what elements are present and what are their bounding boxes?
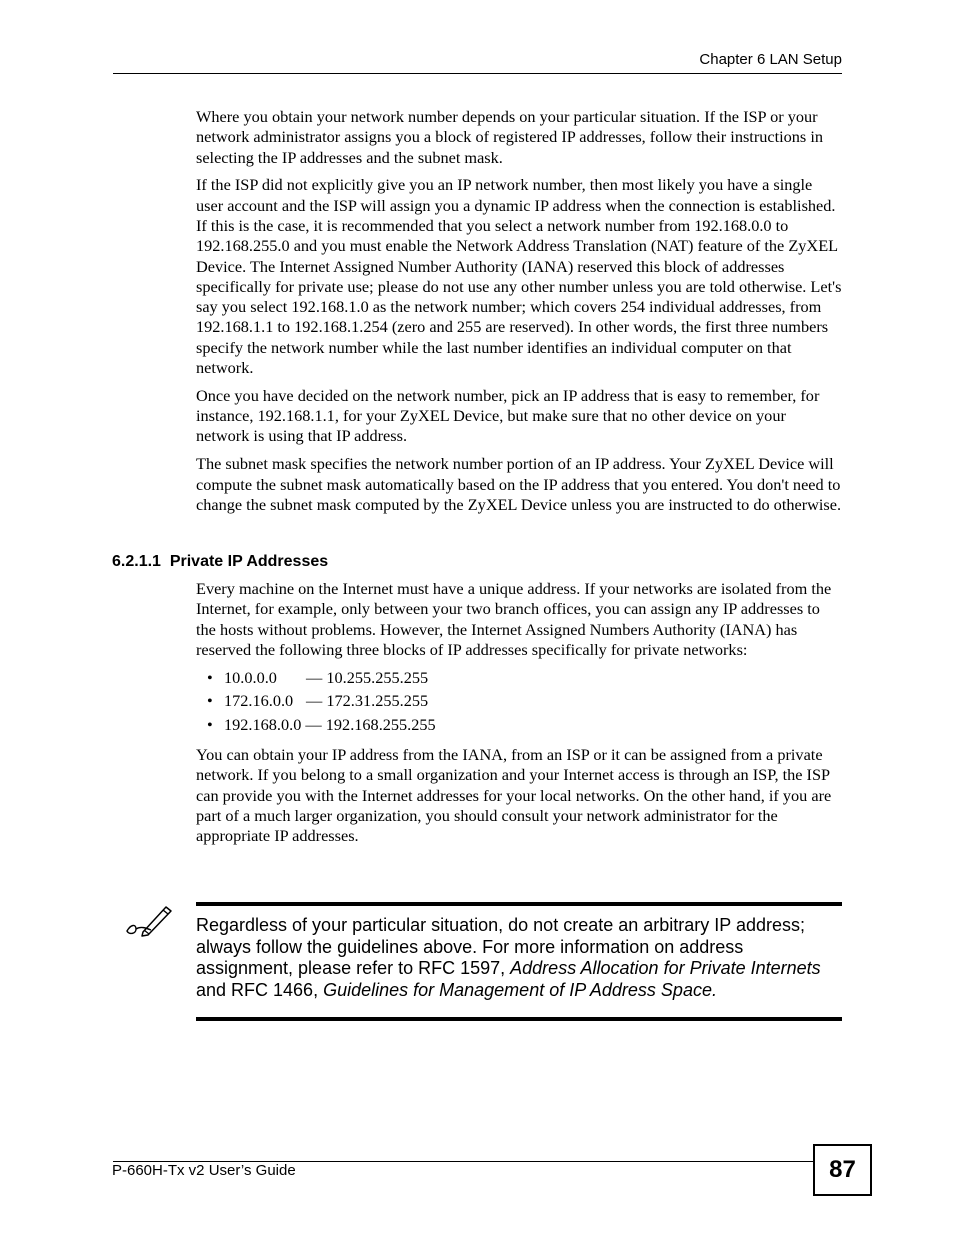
intro-section	[196, 107, 842, 523]
bullet: •	[207, 714, 213, 734]
range-start: 172.16.0.0	[224, 691, 294, 711]
note-reference-title: Guidelines for Management of IP Address Space.	[323, 979, 717, 1000]
section-paragraph: You can obtain your IP address from the IANA, from an ISP or it can be assigned from a private network. If you belong to a small organization and your Internet access is through an ISP, the ISP can provide you with the Internet addresses for your local networks. On the other hand, if you are part of a much larger organization, you should consult your network administrator for the appropriate IP addresses.	[196, 745, 832, 846]
range-end: — 192.168.255.255	[305, 714, 436, 734]
intro-paragraph: Once you have decided on the network number, pick an IP address that is easy to remember, for instance, 192.168.1.1, for your ZyXEL Device, but make sure that no other device on your network is using that IP address.	[196, 385, 820, 446]
range-end: — 172.31.255.255	[306, 691, 429, 711]
note-text	[196, 915, 844, 1001]
guide-title: P-660H-Tx v2 User’s Guide	[112, 1162, 296, 1179]
intro-paragraph: The subnet mask specifies the network number portion of an IP address. Your ZyXEL Device will compute the subnet mask automatically based on the IP address that you entered. You don't need to change the subnet mask computed by the ZyXEL Device unless you are instructed to do otherwise.	[196, 454, 842, 514]
pencil-note-icon	[124, 902, 176, 938]
page-number: 87	[813, 1144, 872, 1196]
note-reference-title: Address Allocation for Private Internets	[510, 958, 821, 979]
section-title: Private IP Addresses	[169, 553, 329, 570]
range-start: 192.168.0.0	[224, 714, 302, 734]
section-paragraph: Every machine on the Internet must have a unique address. If your networks are isolated from the Internet, for example, only between your two branch offices, you can assign any IP addresses to the hosts without problems. However, the Internet Assigned Numbers Authority (IANA) has reserved the following three blocks of IP addresses specifically for private networks:	[196, 579, 832, 659]
private-ip-section	[196, 579, 842, 854]
note-text-part: Regardless of your particular situation, do not create an arbitrary IP address; always follow the guidelines above. For more information on address assignment, please refer to RFC 1597,	[196, 915, 805, 979]
list-item	[196, 715, 842, 739]
note-bottom-rule	[196, 1017, 842, 1021]
note-top-rule	[196, 902, 842, 906]
bullet: •	[207, 667, 213, 687]
intro-paragraph: Where you obtain your network number depends on your particular situation. If the ISP or your network administrator assigns you a block of registered IP addresses, follow their instructions in selecting the IP addresses and the subnet mask.	[196, 107, 824, 167]
section-number: 6.2.1.1	[112, 553, 161, 570]
section-heading	[112, 553, 328, 571]
list-item	[196, 691, 842, 715]
address-range-list	[196, 668, 842, 739]
range-end: — 10.255.255.255	[306, 667, 429, 687]
bullet: •	[207, 691, 213, 711]
chapter-title: Chapter 6 LAN Setup	[699, 51, 842, 68]
intro-paragraph: If the ISP did not explicitly give you an IP network number, then most likely you have a single user account and the ISP will assign you a dynamic IP address when the connection is established. If this is the case, it is recommended that you select a network number from 192.168.0.0 to 192.168.255.0 and you must enable the Network Address Translation (NAT) feature of the ZyXEL Device. The Internet Assigned Number Authority (IANA) reserved this block of addresses specifically for private use; please do not use any other number unless you are told otherwise. Let's say you select 192.168.1.0 as the network number; which covers 254 individual addresses, from 192.168.1.1 to 192.168.1.254 (zero and 255 are reserved). In other words, the first three numbers specify the network number while the last number identifies an individual computer on that network.	[196, 175, 842, 378]
list-item	[196, 668, 842, 692]
header-divider	[113, 73, 842, 74]
note-text-part: and RFC 1466,	[196, 979, 324, 1000]
range-start: 10.0.0.0	[224, 667, 277, 687]
